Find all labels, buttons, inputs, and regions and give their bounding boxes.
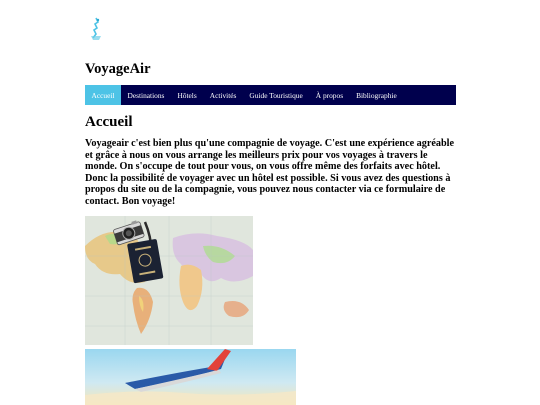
nav-item-destinations[interactable]: Destinations <box>127 90 165 100</box>
main-nav <box>85 85 456 105</box>
travel-map-image <box>85 216 253 345</box>
nav-item-activites[interactable]: Activités <box>209 90 237 100</box>
page-heading: Accueil <box>85 114 133 130</box>
logo-icon[interactable] <box>87 16 105 42</box>
nav-item-a-propos[interactable]: À propos <box>315 90 344 100</box>
intro-paragraph: Voyageair c'est bien plus qu'une compagnie de voyage. C'est une expérience agréable et grâce à nous on vous arrange les meilleurs prix pour vos voyages à travers le monde. On s'occupe de tout pour vous, on vous offre même des forfaits avec hôtel. Donc la possibilité de voyager avec un hôtel est possible. Si vous avez des questions à propos du site ou de la compagnie, vous pouvez nous contacter via ce formulaire de contact. Bon voyage! <box>85 138 454 207</box>
airplane-wing-image <box>85 349 296 405</box>
nav-item-hotels[interactable]: Hôtels <box>177 90 197 100</box>
nav-item-accueil[interactable]: Accueil <box>85 85 121 105</box>
nav-item-bibliographie[interactable]: Bibliographie <box>356 90 397 100</box>
site-title: VoyageAir <box>85 61 151 77</box>
nav-item-guide-touristique[interactable]: Guide Touristique <box>249 90 303 100</box>
